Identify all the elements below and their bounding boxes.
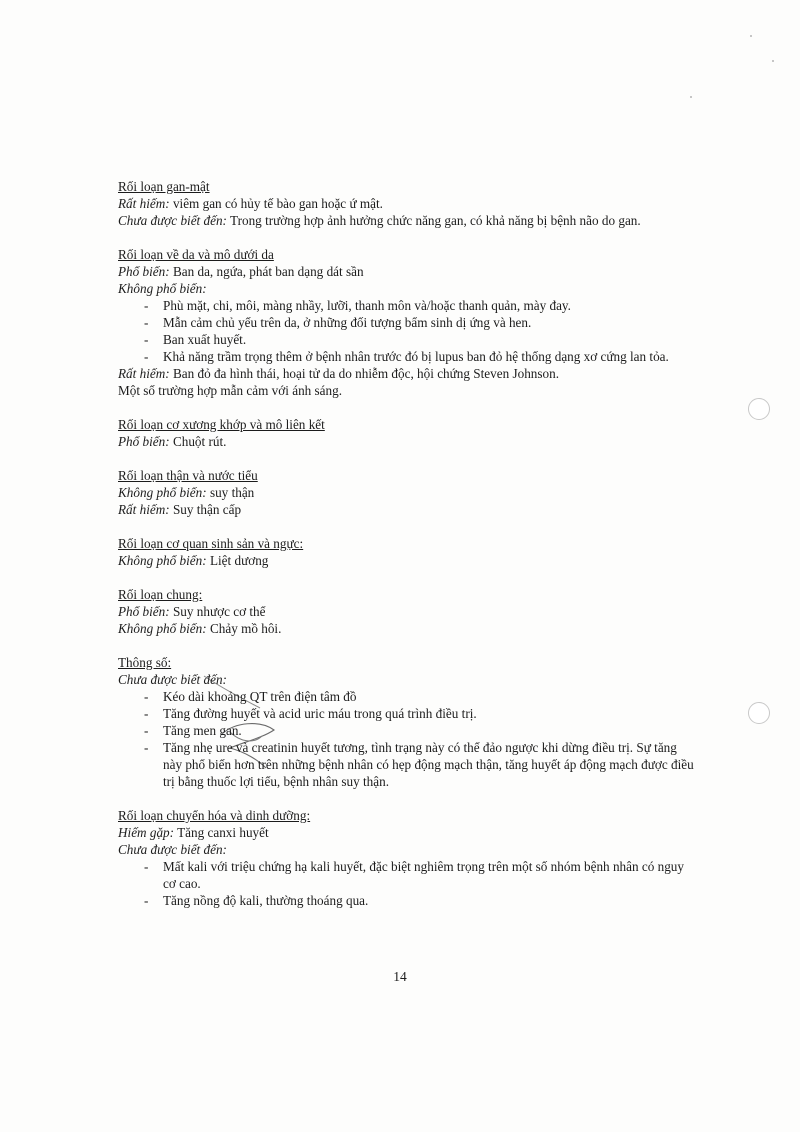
line-text: Suy nhược cơ thể: [169, 604, 266, 619]
section: [118, 807, 698, 909]
frequency-label: Chưa được biết đến:: [118, 213, 227, 228]
line-text: Tăng canxi huyết: [174, 825, 269, 840]
bullet-list: [118, 858, 698, 909]
frequency-label: Phổ biến:: [118, 434, 170, 449]
frequency-label: Chưa được biết đến:: [118, 672, 227, 687]
section-heading: Rối loạn chung:: [118, 587, 203, 602]
labeled-line: [118, 280, 698, 297]
labeled-line: [118, 484, 698, 501]
labeled-line: [118, 501, 698, 518]
section-heading: Rối loạn cơ quan sinh sản và ngực:: [118, 536, 304, 551]
section-heading: Rối loạn chuyển hóa và dinh dưỡng:: [118, 808, 311, 823]
labeled-line: [118, 195, 698, 212]
section: [118, 654, 698, 790]
list-item: - Tăng đường huyết và acid uric máu trong quá trình điều trị.: [118, 705, 698, 722]
scan-speck: [690, 96, 692, 98]
scan-speck: [772, 60, 774, 62]
labeled-line: [118, 671, 698, 688]
line-text: viêm gan có hủy tế bào gan hoặc ứ mật.: [169, 196, 383, 211]
labeled-line: [118, 433, 698, 450]
punch-hole-icon: [748, 398, 770, 420]
list-item: - Tăng men gan.: [118, 722, 698, 739]
list-item: - Tăng nhẹ ure và creatinin huyết tương, tình trạng này có thể đảo ngược khi dừng điều trị. Sự tăng này phổ biến hơn trên những bệnh nhân có hẹp động mạch thận, tăng huyết áp động mạch được điều trị bằng thuốc lợi tiểu, bệnh nhân suy thận.: [118, 739, 698, 790]
labeled-line: [118, 212, 698, 229]
labeled-line: [118, 552, 698, 569]
line-text: Ban đỏ đa hình thái, hoại tử da do nhiễm độc, hội chứng Steven Johnson.: [169, 366, 559, 381]
section: [118, 416, 698, 450]
line-text: Ban da, ngứa, phát ban dạng dát sần: [169, 264, 364, 279]
line-text: Suy thận cấp: [169, 502, 242, 517]
frequency-label: Không phổ biến:: [118, 621, 207, 636]
list-item: - Mất kali với triệu chứng hạ kali huyết, đặc biệt nghiêm trọng trên một số nhóm bệnh nhân có nguy cơ cao.: [118, 858, 698, 892]
labeled-line: [118, 824, 698, 841]
section-heading: Thông số:: [118, 655, 172, 670]
frequency-label: Không phổ biến:: [118, 485, 207, 500]
document-body: [118, 178, 698, 926]
section: [118, 178, 698, 229]
section: [118, 586, 698, 637]
line-text: Chuột rút.: [169, 434, 227, 449]
line-text: suy thận: [206, 485, 255, 500]
section: [118, 246, 698, 399]
labeled-line: [118, 620, 698, 637]
frequency-label: Không phổ biến:: [118, 553, 207, 568]
section: [118, 535, 698, 569]
labeled-line: [118, 841, 698, 858]
frequency-label: Rất hiếm:: [118, 502, 170, 517]
list-item: - Ban xuất huyết.: [118, 331, 698, 348]
bullet-list: [118, 688, 698, 790]
section-heading: Rối loạn cơ xương khớp và mô liên kết: [118, 417, 325, 432]
labeled-line: [118, 263, 698, 280]
section-heading: Rối loạn thận và nước tiểu: [118, 468, 258, 483]
bullet-list: [118, 297, 698, 365]
section-heading: Rối loạn về da và mô dưới da: [118, 247, 274, 262]
list-item: - Tăng nồng độ kali, thường thoáng qua.: [118, 892, 698, 909]
labeled-line: [118, 603, 698, 620]
labeled-line: [118, 365, 698, 382]
list-item: - Mẫn cảm chủ yếu trên da, ở những đối tượng bẩm sinh dị ứng và hen.: [118, 314, 698, 331]
frequency-label: Rất hiếm:: [118, 196, 170, 211]
line-text: Trong trường hợp ảnh hưởng chức năng gan, có khả năng bị bệnh não do gan.: [226, 213, 641, 228]
section-heading: Rối loạn gan-mật: [118, 179, 210, 194]
frequency-label: Hiếm gặp:: [118, 825, 175, 840]
text-line: [118, 382, 698, 399]
list-item: - Phù mặt, chi, môi, màng nhầy, lưỡi, thanh môn và/hoặc thanh quản, mày đay.: [118, 297, 698, 314]
section: [118, 467, 698, 518]
line-text: Một số trường hợp mẫn cảm với ánh sáng.: [118, 383, 343, 398]
frequency-label: Không phổ biến:: [118, 281, 207, 296]
frequency-label: Phổ biến:: [118, 604, 170, 619]
punch-hole-icon: [748, 702, 770, 724]
page-number: 14: [393, 969, 407, 984]
frequency-label: Rất hiếm:: [118, 366, 170, 381]
frequency-label: Phổ biến:: [118, 264, 170, 279]
line-text: Chảy mồ hôi.: [206, 621, 282, 636]
frequency-label: Chưa được biết đến:: [118, 842, 227, 857]
line-text: Liệt dương: [206, 553, 269, 568]
list-item: - Khả năng trầm trọng thêm ở bệnh nhân trước đó bị lupus ban đỏ hệ thống dạng xơ cứng lan tỏa.: [118, 348, 698, 365]
list-item: - Kéo dài khoảng QT trên điện tâm đồ: [118, 688, 698, 705]
scan-speck: [750, 35, 752, 37]
